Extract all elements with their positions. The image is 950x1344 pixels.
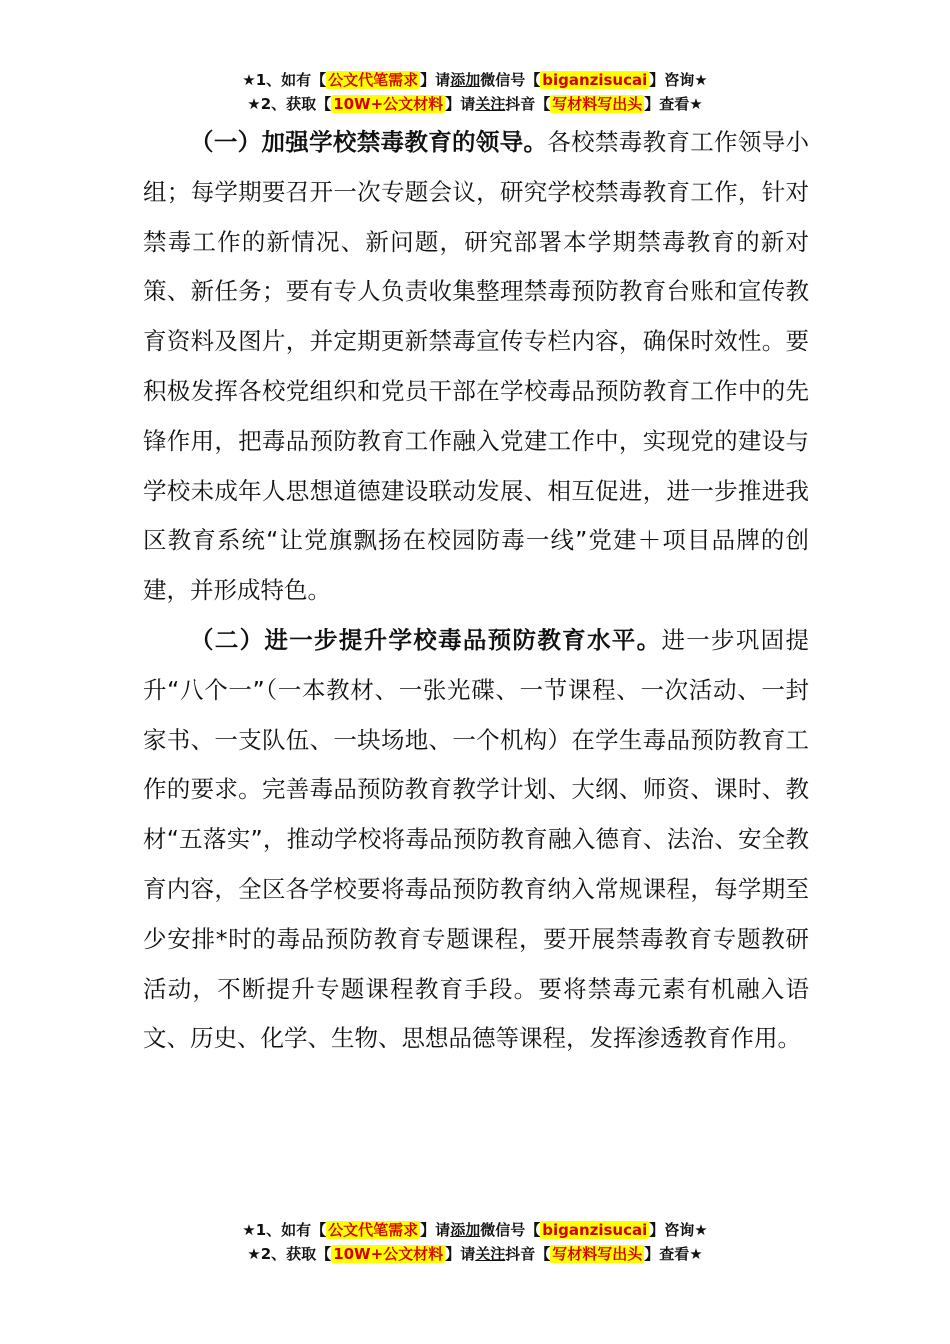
banner-wechat-id: biganzisucai [542,1221,648,1239]
paragraph-1 [143,118,809,616]
banner-douyin-id: 写材料写出头 [552,1245,643,1263]
banner-line-2: ★2、获取【 10W+公文材料 】请关注抖音【 写材料写出头 】查看★ [247,95,703,113]
paragraph-text: 各校禁毒教育工作领导小组；每学期要召开一次专题会议，研究学校禁毒教育工作，针对禁毒工作的新情况、新问题，研究部署本学期禁毒教育的新对策、新任务；要有专人负责收集整理禁毒预防教育台账和宣传教育资料及图片，并定期更新禁毒宣传专栏内容，确保时效性。要积极发挥各校党组织和党员干部在学校毒品预防教育工作中的先锋作用，把毒品预防教育工作融入党建工作中，实现党的建设与学校未成年人思想道德建设联动发展、相互促进，进一步推进我区教育系统“让党旗飘扬在校园防毒一线”党建＋项目品牌的创建，并形成特色。 [143,128,810,605]
banner-line-2: ★2、获取【 10W+公文材料 】请关注抖音【 写材料写出头 】查看★ [247,1245,703,1263]
banner-line-1: ★1、如有【 公文代笔需求 】请添加微信号【 biganzisucai 】咨询★ [242,71,708,89]
banner-wechat-id: biganzisucai [542,71,648,89]
banner-douyin-id: 写材料写出头 [552,95,643,113]
paragraph-heading: （一）加强学校禁毒教育的领导。 [190,128,548,156]
banner-highlight: 10W+公文材料 [333,95,444,113]
paragraph-heading: （二）进一步提升学校毒品预防教育水平。 [190,625,662,654]
paragraph-text: 进一步巩固提升“八个一”（一本教材、一张光碟、一节课程、一次活动、一封家书、一支队伍、一块场地、一个机构）在学生毒品预防教育工作的要求。完善毒品预防教育教学计划、大纲、师资、课时、教材“五落实”，推动学校将毒品预防教育融入德育、法治、安全教育内容，全区各学校要将毒品预防教育纳入常规课程，每学期至少安排*时的毒品预防教育专题课程，要开展禁毒教育专题教研活动，不断提升专题课程教育手段。要将禁毒元素有机融入语文、历史、化学、生物、思想品德等课程，发挥渗透教育作用。 [143,625,809,1053]
banner-highlight: 10W+公文材料 [333,1245,444,1263]
paragraph-2 [143,616,809,1064]
banner-highlight: 公文代笔需求 [328,1221,419,1239]
document-body [143,118,809,1064]
bottom-banner [0,1218,950,1266]
banner-highlight: 公文代笔需求 [328,71,419,89]
top-banner [0,68,950,116]
banner-line-1: ★1、如有【 公文代笔需求 】请添加微信号【 biganzisucai 】咨询★ [242,1221,708,1239]
